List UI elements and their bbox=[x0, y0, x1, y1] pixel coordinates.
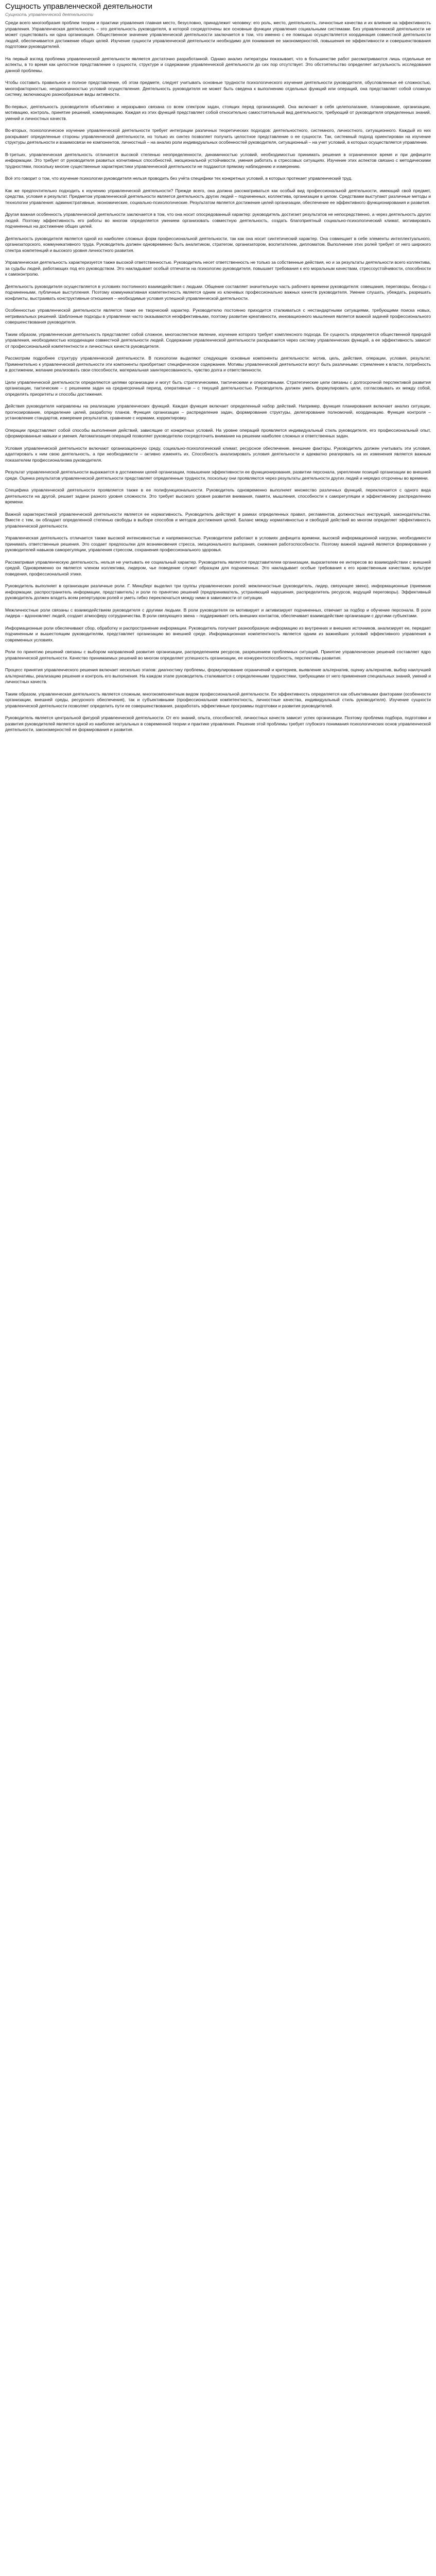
paragraph: Действия руководителя направлены на реализацию управленческих функций. Каждая функция включает определенный набор действий. Например, функция планирования включает анализ ситуации, прогнозирование, определение целей, разработку планов. Функция организации – распределение задач, формирование структуры, делегирование полномочий, координацию. Функция контроля – установление стандартов, измерение результатов, сравнение с нормами, корректировку. bbox=[5, 403, 431, 420]
paragraph: Руководитель выполняет в организации различные роли. Г. Минцберг выделил три группы управленческих ролей: межличностные (руководитель, лидер, связующее звено), информационные (приемник информации, распространитель информации, представитель) и роли по принятию решений (предприниматель, устраняющий нарушения, распределитель ресурсов, ведущий переговоры). Эффективный руководитель должен владеть всем репертуаром ролей и уметь гибко переключаться между ними в зависимости от ситуации. bbox=[5, 583, 431, 600]
paragraph: Рассмотрим подробнее структуру управленческой деятельности. В психологии выделяют следующие основные компоненты деятельности: мотив, цель, действия, операции, условия, результат. Применительно к управленческой деятельности эти компоненты приобретают специфическое содержание. Мотивы управленческой деятельности могут быть различными: стремление к власти, потребность в достижении, желание реализовать свои способности, материальная заинтересованность, чувство долга и ответственности. bbox=[5, 355, 431, 372]
paragraph: Деятельность руководителя является одной из наиболее сложных форм профессиональной деятельности, так как она носит синтетический характер. Она совмещает в себе элементы интеллектуального, организаторского, коммуникативного труда. Руководитель должен одновременно быть аналитиком, стратегом, организатором, воспитателем, дипломатом. Выполнение этих ролей требует от него широкого спектра компетенций и высокого уровня личностного развития. bbox=[5, 235, 431, 253]
paragraph: Таким образом, управленческая деятельность является сложным, многокомпонентным видом профессиональной деятельности. Ее эффективность определяется как объективными факторами (особенности организации, внешней среды, ресурсного обеспечения), так и субъективными (профессиональная компетентность, личностные качества, индивидуальный стиль руководителя). Изучение сущности управленческой деятельности позволяет определить пути ее совершенствования, разработать эффективные программы подготовки и развития руководителей. bbox=[5, 691, 431, 708]
paragraph: Во-первых, деятельность руководителя объективно и неразрывно связана со всем спектром задач, стоящих перед организацией. Она включает в себя целеполагание, планирование, организацию, мотивацию, контроль, принятие решений, коммуникацию. Каждая из этих функций представляет собой относительно самостоятельный вид деятельности, требующий от руководителя определенных знаний, умений и личностных качеств. bbox=[5, 104, 431, 121]
article bbox=[0, 0, 436, 750]
paragraph: Процесс принятия управленческого решения включает несколько этапов: диагностику проблемы, формулирование ограничений и критериев, выявление альтернатив, оценку альтернатив, выбор наилучшей альтернативы, реализацию решения и контроль его выполнения. На каждом этапе руководитель сталкивается с определенными трудностями, требующими от него применения специальных знаний, умений и личностных качеств. bbox=[5, 667, 431, 684]
paragraph: Управленческая деятельность характеризуется также высокой ответственностью. Руководитель несет ответственность не только за собственные действия, но и за результаты деятельности всего коллектива, за судьбы людей, работающих под его руководством. Это накладывает особый отпечаток на психологию руководителя, повышает требования к его моральным качествам, стрессоустойчивости, способности к самоконтролю. bbox=[5, 260, 431, 277]
paragraph: Другая важная особенность управленческой деятельности заключается в том, что она носит опосредованный характер: руководитель достигает результатов не непосредственно, а через деятельность других людей. Поэтому эффективность его работы во многом определяется умением организовать совместную деятельность, создать благоприятный социально-психологический климат, мотивировать подчиненных на достижение общих целей. bbox=[5, 212, 431, 229]
paragraph: Роли по принятию решений связаны с выбором направлений развития организации, распределением ресурсов, разрешением проблемных ситуаций. Принятие управленческих решений составляет ядро управленческой деятельности. Качество принимаемых решений во многом определяет успешность организации, ее конкурентоспособность, перспективы развития. bbox=[5, 649, 431, 660]
page-title: Сущность управленческой деятельности bbox=[5, 2, 152, 11]
page-subtitle: Сущность управленческой деятельности bbox=[5, 12, 94, 17]
paragraph: Особенностью управленческой деятельности является также ее творческий характер. Руководителю постоянно приходится сталкиваться с нестандартными ситуациями, требующими поиска новых, нетривиальных решений. Шаблонные подходы в управлении часто оказываются неэффективными, поэтому развитие креативности, инновационного мышления является важной задачей профессионального совершенствования руководителя. bbox=[5, 308, 431, 325]
paragraph: Деятельность руководителя осуществляется в условиях постоянного взаимодействия с людьми. Общение составляет значительную часть рабочего времени руководителя: совещания, переговоры, беседы с подчиненными, публичные выступления. Поэтому коммуникативная компетентность является одним из ключевых профессионально важных качеств руководителя. Умение слушать, убеждать, разрешать конфликты, выстраивать конструктивные отношения – необходимые условия успешной управленческой деятельности. bbox=[5, 283, 431, 301]
paragraph: Цели управленческой деятельности определяются целями организации и могут быть стратегическими, тактическими и оперативными. Стратегические цели связаны с долгосрочной перспективой развития организации, тактические – с решением задач на среднесрочный период, оперативные – с текущей деятельностью. Руководитель должен уметь формулировать цели, согласовывать их между собой, определять приоритеты и способы достижения. bbox=[5, 379, 431, 397]
paragraph: На первый взгляд проблема управленческой деятельности является достаточно разработанной. Однако анализ литературы показывает, что в большинстве работ рассматриваются лишь отдельные ее аспекты, в то время как целостное представление о сущности, структуре и содержании управленческой деятельности до сих пор отсутствует. Это обстоятельство определяет актуальность исследования данной проблемы. bbox=[5, 56, 431, 73]
paragraph: Специфика управленческой деятельности проявляется также в ее полифункциональности. Руководитель одновременно выполняет множество различных функций, переключается с одного вида деятельности на другой, решает задачи разного уровня сложности. Это требует высокого уровня развития внимания, памяти, мышления, способности к саморегуляции и эффективному распределению времени. bbox=[5, 487, 431, 504]
paragraph: Руководитель является центральной фигурой управленческой деятельности. От его знаний, опыта, способностей, личностных качеств зависит успех организации. Поэтому проблема подбора, подготовки и развития руководителей является одной из наиболее актуальных в современной теории и практике управления. Решение этой проблемы требует глубокого понимания психологических основ управленческой деятельности, закономерностей ее формирования и развития. bbox=[5, 715, 431, 732]
paragraph: Среди всего многообразия проблем теории и практики управления главная место, безусловно, принадлежит человеку: его роль, место, деятельность, личностные качества и их влияние на эффективность управления. Управленческая деятельность – это деятельность руководителя, в которой сосредоточены все основные функции управления социальными системами. Без управленческой деятельности не может существовать ни одна организация. Общественное значение управленческой деятельности заключается в том, что именно с ее помощью осуществляется координация совместной деятельности людей, обеспечивается достижение общих целей. Изучение сущности управленческой деятельности необходимо для понимания ее закономерностей, повышения ее эффективности и совершенствования подготовки руководителей. bbox=[5, 20, 431, 49]
paragraph: Информационные роли обеспечивают сбор, обработку и распространение информации. Руководитель получает разнообразную информацию из внутренних и внешних источников, анализирует ее, передает подчиненным и вышестоящим руководителям, представляет организацию во внешней среде. Информационная компетентность является одним из важнейших условий эффективного управления в современных условиях. bbox=[5, 625, 431, 642]
paragraph: Операции представляют собой способы выполнения действий, зависящие от конкретных условий. На уровне операций проявляется индивидуальный стиль руководителя, его профессиональный опыт, сформированные навыки и умения. Автоматизация операций позволяет руководителю сосредоточить внимание на решении наиболее сложных и ответственных задач. bbox=[5, 427, 431, 438]
paragraph: Управленческая деятельность отличается также высокой интенсивностью и напряженностью. Руководители работают в условиях дефицита времени, высокой информационной нагрузки, необходимости принимать ответственные решения. Это создает предпосылки для возникновения стресса, эмоционального выгорания, снижения работоспособности. Поэтому важной задачей является формирование у руководителей навыков саморегуляции, управления стрессом, сохранения профессионального здоровья. bbox=[5, 535, 431, 552]
paragraph: Результат управленческой деятельности выражается в достижении целей организации, повышении эффективности ее функционирования, развитии персонала, укреплении позиций организации во внешней среде. Оценка результатов управленческой деятельности представляет определенные трудности, поскольку они проявляются через результаты деятельности других людей и нередко отсрочены во времени. bbox=[5, 469, 431, 481]
paragraph: Межличностные роли связаны с взаимодействием руководителя с другими людьми. В роли руководителя он мотивирует и активизирует подчиненных, отвечает за подбор и обучение персонала. В роли лидера – вдохновляет людей, создает атмосферу сотрудничества. В роли связующего звена – поддерживает сеть внешних контактов, обеспечивает взаимодействие организации с другими субъектами. bbox=[5, 607, 431, 618]
article-body bbox=[5, 20, 431, 733]
paragraph: В-третьих, управленческая деятельность отличается высокой степенью неопределенности, динамичностью условий, необходимостью принимать решения в ограниченное время и при дефиците информации. Это требует от руководителя развитых когнитивных способностей, эмоциональной устойчивости, умения работать в стрессовых ситуациях. Изучение этих аспектов связано с методическими трудностями, поскольку многие существенные характеристики управленческой деятельности не поддаются прямому наблюдению и измерению. bbox=[5, 151, 431, 169]
paragraph: Чтобы составить правильное и полное представление, об этом предмете, следует учитывать основные трудности психологического изучения деятельности руководителя, обусловленные её сложностью, многофакторностью, неоднозначностью условий осуществления. Деятельность руководителя не может быть сведена к выполнению отдельных функций или операций, она представляет собой сложную систему, включающую разнообразные виды активности. bbox=[5, 80, 431, 97]
paragraph: Всё это говорит о том, что изучение психологии руководителя нельзя проводить без учёта специфики тех конкретных условий, в которых протекает управленческий труд. bbox=[5, 176, 353, 181]
paragraph: Во-вторых, психологическое изучение управленческой деятельности требует интеграции различных теоретических подходов: деятельностного, системного, личностного, ситуационного. Каждый из них раскрывает определенные стороны управленческой деятельности, но только их синтез позволяет получить целостное представление о ее сущности. Так, системный подход ориентирован на изучение структуры деятельности и взаимосвязи ее компонентов, личностный – на анализ роли индивидуальных особенностей руководителя, ситуационный – на учет условий, в которых осуществляется управление. bbox=[5, 128, 431, 145]
paragraph: Как же предпочтительно подходить к изучению управленческой деятельности? Прежде всего, она должна рассматриваться как особый вид профессиональной деятельности, имеющий свой предмет, средства, условия и результат. Предметом управленческой деятельности является деятельность других людей – подчиненных, коллектива, организации в целом. Средствами выступают различные методы и технологии управления: административные, экономические, социально-психологические. Результатом является достижение целей организации, обеспечение ее эффективного функционирования и развития. bbox=[5, 188, 431, 205]
paragraph: Рассматривая управленческую деятельность, нельзя не учитывать ее социальный характер. Руководитель является представителем организации, выразителем ее интересов во взаимодействии с внешней средой. Одновременно он является членом коллектива, лидером, чье поведение служит образцом для подчиненных. Это накладывает особые требования к его нравственным качествам, культуре поведения, профессиональной этике. bbox=[5, 559, 431, 577]
paragraph: Условия управленческой деятельности включают организационную среду, социально-психологический климат, ресурсное обеспечение, внешние факторы. Руководитель должен учитывать эти условия, адаптировать к ним свою деятельность, а при необходимости – активно изменять их. Способность анализировать условия деятельности и адекватно реагировать на их изменения является важным показателем профессионализма руководителя. bbox=[5, 445, 431, 463]
paragraph: Таким образом, управленческая деятельность представляет собой сложное, многоаспектное явление, изучение которого требует комплексного подхода. Ее сущность определяется общественной природой управления, необходимостью координации совместной деятельности людей. Содержание управленческой деятельности раскрывается через систему управленческих функций, а ее эффективность зависит от профессиональной компетентности и личностных качеств руководителя. bbox=[5, 331, 431, 349]
paragraph: Важной характеристикой управленческой деятельности является ее нормативность. Руководитель действует в рамках определенных правил, регламентов, должностных инструкций, законодательства. Вместе с тем, он обладает определенной степенью свободы в выборе способов и методов достижения целей. Баланс между нормативностью и свободой действий во многом определяет эффективность управленческой деятельности. bbox=[5, 511, 431, 529]
